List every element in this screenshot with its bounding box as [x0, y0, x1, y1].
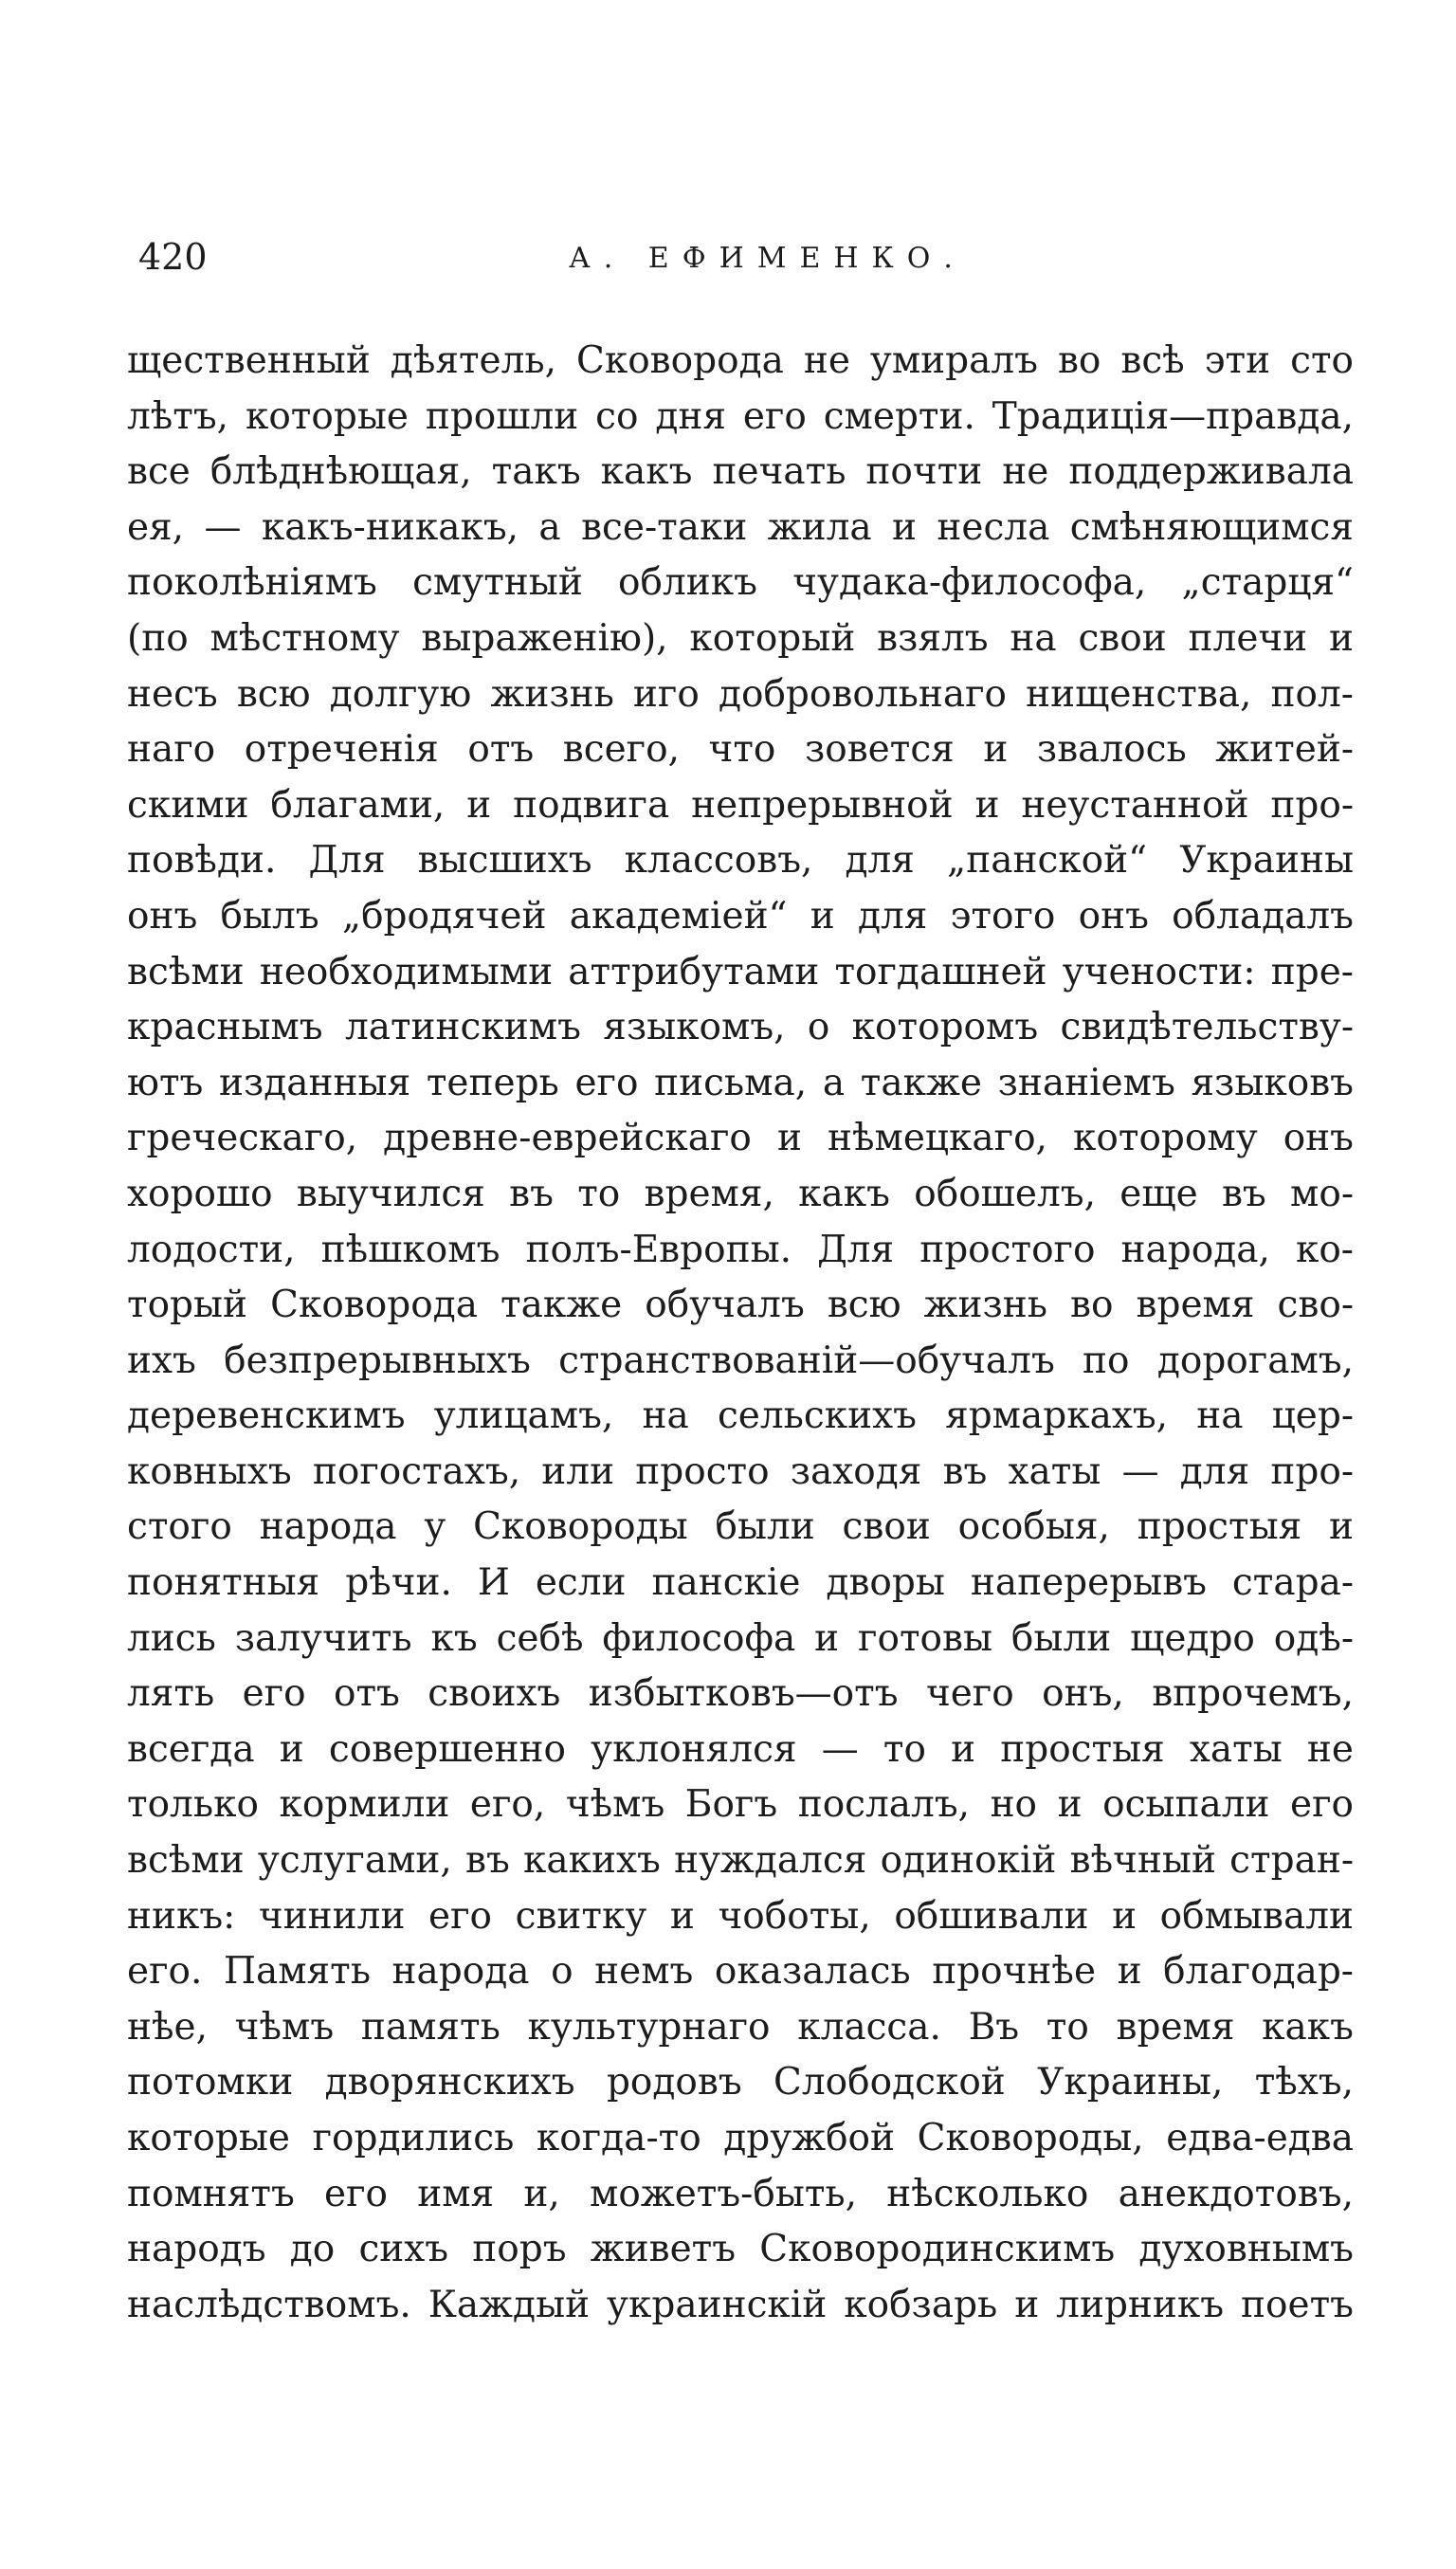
- text-line: всѣми необходимыми аттрибутами тогдашней учености: пре-: [127, 950, 1354, 993]
- text-line: помнятъ его имя и, можетъ-быть, нѣсколько анекдотовъ,: [127, 2172, 1354, 2215]
- text-line: лять его отъ своихъ избытковъ—отъ чего онъ, впрочемъ,: [127, 1672, 1354, 1716]
- text-line: ковныхъ погостахъ, или просто заходя въ хаты — для про-: [127, 1449, 1354, 1493]
- text-line: только кормили его, чѣмъ Богъ послалъ, но и осыпали его: [127, 1783, 1354, 1827]
- text-line: ихъ безпрерывныхъ странствованій—обучалъ по дорогамъ,: [127, 1339, 1354, 1382]
- text-line: несъ всю долгую жизнь иго добровольнаго нищенства, пол-: [127, 672, 1354, 716]
- body-text: [127, 334, 1354, 2333]
- text-line: скими благами, и подвига непрерывной и неустанной про-: [127, 783, 1354, 827]
- text-line: щественный дѣятель, Сковорода не умиралъ во всѣ эти сто: [127, 339, 1354, 382]
- running-head: А. ЕФИМЕНКО.: [569, 242, 966, 275]
- text-line: краснымъ латинскимъ языкомъ, о которомъ свидѣтельству-: [127, 1006, 1354, 1049]
- text-line: всѣми услугами, въ какихъ нуждался одинокій вѣчный стран-: [127, 1839, 1354, 1883]
- text-line: всегда и совершенно уклонялся — то и простыя хаты не: [127, 1727, 1354, 1771]
- text-line: ютъ изданныя теперь его письма, а также знаніемъ языковъ: [127, 1061, 1354, 1104]
- text-line: нѣе, чѣмъ память культурнаго класса. Въ то время какъ: [127, 2005, 1354, 2049]
- text-line: лодости, пѣшкомъ полъ-Европы. Для простого народа, ко-: [127, 1228, 1354, 1271]
- text-line: наго отреченія отъ всего, что зовется и звалось житей-: [127, 728, 1354, 772]
- text-line: хорошо выучился въ то время, какъ обошелъ, еще въ мо-: [127, 1172, 1354, 1215]
- text-line: понятныя рѣчи. И если панскіе дворы наперерывъ стара-: [127, 1561, 1354, 1605]
- text-line: все блѣднѣющая, такъ какъ печать почти не поддерживала: [127, 450, 1354, 494]
- text-line: его. Память народа о немъ оказалась прочнѣе и благодар-: [127, 1950, 1354, 1994]
- text-line: которые гордились когда-то дружбой Сковороды, едва-едва: [127, 2117, 1354, 2159]
- text-line: торый Сковорода также обучалъ всю жизнь во время сво-: [127, 1284, 1354, 1327]
- text-line: стого народа у Сковороды были свои особыя, простыя и: [127, 1505, 1354, 1549]
- text-line: поколѣніямъ смутный обликъ чудака-философа, „старця“: [127, 561, 1354, 605]
- text-line: потомки дворянскихъ родовъ Слободской Украины, тѣхъ,: [127, 2061, 1354, 2104]
- page-number: 420: [138, 236, 208, 278]
- text-line: никъ: чинили его свитку и чоботы, обшивали и обмывали: [127, 1894, 1354, 1938]
- text-line: онъ былъ „бродячей академіей“ и для этого онъ обладалъ: [127, 894, 1354, 938]
- text-line: ея, — какъ-никакъ, а все-таки жила и несла смѣняющимся: [127, 505, 1354, 549]
- text-line: греческаго, древне-еврейскаго и нѣмецкаго, которому онъ: [127, 1117, 1354, 1160]
- text-line: лѣтъ, которые прошли со дня его смерти. Традиція—правда,: [127, 394, 1354, 438]
- text-line: наслѣдствомъ. Каждый украинскій кобзарь и лирникъ поетъ: [127, 2283, 1354, 2326]
- text-line: повѣди. Для высшихъ классовъ, для „панской“ Украины: [127, 839, 1354, 883]
- text-line: деревенскимъ улицамъ, на сельскихъ ярмаркахъ, на цер-: [127, 1394, 1354, 1438]
- text-line: народъ до сихъ поръ живетъ Сковородинскимъ духовнымъ: [127, 2228, 1354, 2271]
- text-line: (по мѣстному выраженію), который взялъ на свои плечи и: [127, 616, 1354, 660]
- text-line: лись залучить къ себѣ философа и готовы были щедро одѣ-: [127, 1616, 1354, 1660]
